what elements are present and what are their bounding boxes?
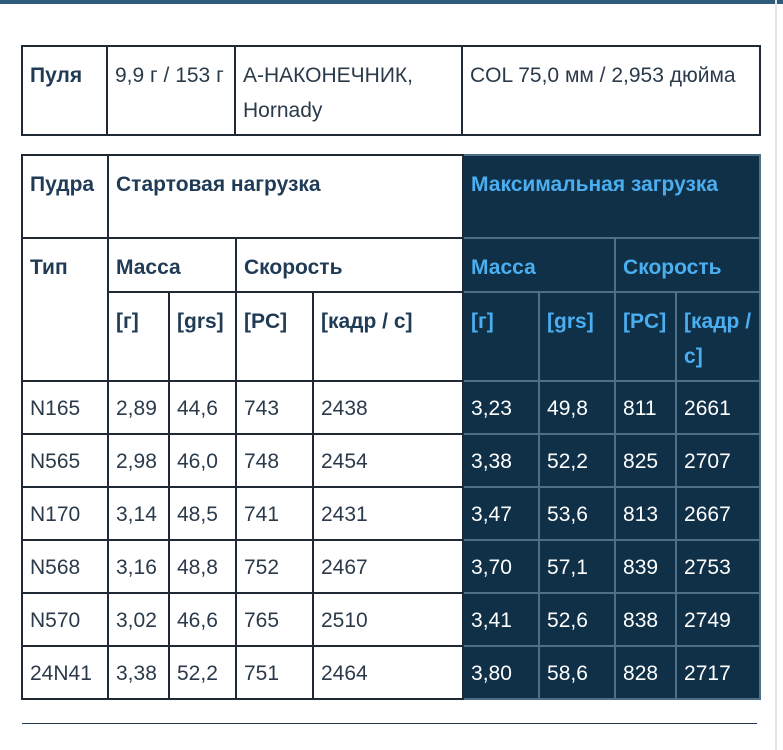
max-g-cell: 3,47	[463, 487, 539, 540]
max-pc-cell: 838	[615, 593, 676, 646]
max-unit-pc: [PC]	[615, 292, 676, 381]
start-fps-cell: 2431	[313, 487, 463, 540]
table-row	[22, 540, 760, 593]
type-header: Тип	[22, 238, 108, 381]
header-row-1	[22, 155, 760, 238]
start-fps-cell: 2510	[313, 593, 463, 646]
start-grs-cell: 46,0	[169, 434, 236, 487]
start-unit-pc: [PC]	[236, 292, 313, 381]
bullet-row	[22, 46, 760, 135]
start-grs-cell: 48,8	[169, 540, 236, 593]
start-fps-cell: 2464	[313, 646, 463, 699]
start-grs-cell: 44,6	[169, 381, 236, 434]
powder-cell: N165	[22, 381, 108, 434]
max-mass-header: Масса	[463, 238, 615, 292]
powder-cell: N170	[22, 487, 108, 540]
max-grs-cell: 49,8	[539, 381, 615, 434]
start-fps-cell: 2467	[313, 540, 463, 593]
powder-header: Пудра	[22, 155, 108, 238]
max-velocity-header: Скорость	[615, 238, 760, 292]
table-row	[22, 646, 760, 699]
max-fps-cell: 2749	[676, 593, 760, 646]
load-data-table	[21, 154, 761, 700]
max-g-cell: 3,41	[463, 593, 539, 646]
start-grs-cell: 48,5	[169, 487, 236, 540]
max-pc-cell: 825	[615, 434, 676, 487]
table-row	[22, 593, 760, 646]
bottom-divider	[22, 723, 757, 724]
start-pc-cell: 748	[236, 434, 313, 487]
start-grs-cell: 46,6	[169, 593, 236, 646]
max-grs-cell: 52,6	[539, 593, 615, 646]
start-unit-fps: [кадр / с]	[313, 292, 463, 381]
max-pc-cell: 811	[615, 381, 676, 434]
start-velocity-header: Скорость	[236, 238, 463, 292]
bullet-type: A-НАКОНЕЧНИК, Hornady	[235, 46, 462, 135]
start-g-cell: 2,89	[108, 381, 169, 434]
scrollbar-track[interactable]	[775, 0, 777, 750]
max-g-cell: 3,80	[463, 646, 539, 699]
max-unit-grs: [grs]	[539, 292, 615, 381]
powder-cell: N568	[22, 540, 108, 593]
start-unit-grs: [grs]	[169, 292, 236, 381]
max-load-header: Максимальная загрузка	[463, 155, 760, 238]
max-g-cell: 3,38	[463, 434, 539, 487]
start-mass-header: Масса	[108, 238, 236, 292]
bullet-weight: 9,9 г / 153 г	[107, 46, 235, 135]
start-pc-cell: 752	[236, 540, 313, 593]
max-g-cell: 3,70	[463, 540, 539, 593]
max-fps-cell: 2661	[676, 381, 760, 434]
max-fps-cell: 2707	[676, 434, 760, 487]
start-unit-g: [г]	[108, 292, 169, 381]
max-pc-cell: 828	[615, 646, 676, 699]
starting-load-header: Стартовая нагрузка	[108, 155, 463, 238]
max-grs-cell: 53,6	[539, 487, 615, 540]
start-fps-cell: 2454	[313, 434, 463, 487]
max-grs-cell: 52,2	[539, 434, 615, 487]
max-fps-cell: 2667	[676, 487, 760, 540]
start-grs-cell: 52,2	[169, 646, 236, 699]
start-pc-cell: 751	[236, 646, 313, 699]
bullet-info-table	[21, 45, 761, 136]
max-fps-cell: 2753	[676, 540, 760, 593]
start-pc-cell: 743	[236, 381, 313, 434]
start-g-cell: 3,16	[108, 540, 169, 593]
max-grs-cell: 58,6	[539, 646, 615, 699]
header-row-2	[22, 238, 760, 292]
bullet-label: Пуля	[22, 46, 107, 135]
max-unit-fps: [кадр / с]	[676, 292, 760, 381]
start-g-cell: 2,98	[108, 434, 169, 487]
max-unit-g: [г]	[463, 292, 539, 381]
powder-cell: 24N41	[22, 646, 108, 699]
unit-row	[22, 292, 760, 381]
max-g-cell: 3,23	[463, 381, 539, 434]
max-pc-cell: 839	[615, 540, 676, 593]
start-fps-cell: 2438	[313, 381, 463, 434]
max-pc-cell: 813	[615, 487, 676, 540]
powder-cell: N565	[22, 434, 108, 487]
max-fps-cell: 2717	[676, 646, 760, 699]
powder-cell: N570	[22, 593, 108, 646]
start-g-cell: 3,38	[108, 646, 169, 699]
table-row	[22, 381, 760, 434]
start-g-cell: 3,02	[108, 593, 169, 646]
top-border	[0, 0, 783, 4]
bullet-col: COL 75,0 мм / 2,953 дюйма	[462, 46, 760, 135]
max-grs-cell: 57,1	[539, 540, 615, 593]
start-pc-cell: 765	[236, 593, 313, 646]
table-row	[22, 487, 760, 540]
table-row	[22, 434, 760, 487]
start-pc-cell: 741	[236, 487, 313, 540]
start-g-cell: 3,14	[108, 487, 169, 540]
